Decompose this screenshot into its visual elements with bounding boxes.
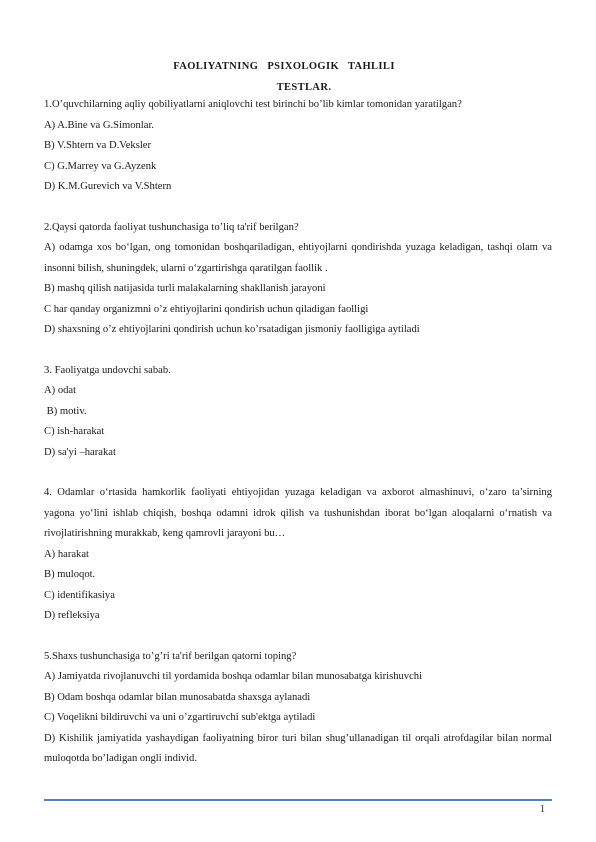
answer-option: D) Kishilik jamiyatida yashaydigan faoliyatning biror turi bilan shug’ullanadigan til orqali atrofdagilar bilan normal muloqotda bo’ladigan ongli individ.	[44, 732, 552, 764]
question-3	[44, 361, 552, 464]
answer-option: D) shaxsning o’z ehtiyojlarini qondirish uchun ko’rsatadigan jismoniy faolligiga aytiladi	[44, 324, 420, 335]
answer-option: B) mashq qilish natijasida turli malakalarning shakllanish jarayoni	[44, 283, 326, 294]
question-2	[44, 218, 552, 341]
question-5	[44, 647, 552, 770]
answer-option: C) ish-harakat	[44, 426, 105, 437]
answer-option: C) identifikasiya	[44, 589, 115, 601]
answer-option: B) V.Shtern va D.Veksler	[44, 140, 152, 151]
title-line-2: TESTLAR.	[276, 82, 332, 93]
footer-divider	[44, 799, 552, 801]
answer-option: A) A.Bine va G.Simonlar.	[44, 119, 155, 131]
question-4	[44, 483, 552, 627]
answer-option: D) refleksiya	[44, 610, 100, 621]
question-text: 3. Faoliyatga undovchi sabab.	[44, 364, 171, 376]
question-text: 2.Qaysi qatorda faoliyat tushunchasiga to’liq ta'rif berilgan?	[44, 221, 299, 233]
title-line-1: FAOLIYATNING PSIXOLOGIK TAHLILI	[173, 61, 395, 72]
answer-option: B) Odam boshqa odamlar bilan munosabatda shaxsga aylanadi	[44, 691, 311, 703]
question-text: 1.O’quvchilarning aqliy qobiliyatlarni aniqlovchi test birinchi bo’lib kimlar tomonidan yaratilgan?	[44, 99, 462, 110]
question-text: 4. Odamlar o‘rtasida hamkorlik faoliyati ehtiyojidan yuzaga keladigan va axborot almashinuvi, o‘zaro ta’sirning yagona yo‘lini ishlab chiqish, boshqa odamni idrok qilish va tushunishdan iborat bo‘lgan aloqalarni o‘rnatish va rivojlatirishning murakkab, keng qamrovli jarayoni bu…	[44, 487, 552, 539]
answer-option: B) motiv.	[44, 405, 87, 417]
answer-option: C) G.Marrey va G.Ayzenk	[44, 160, 157, 172]
page-number: 1	[540, 804, 545, 815]
answer-option: D) sa'yi –harakat	[44, 446, 116, 458]
answer-option: A) odat	[44, 385, 77, 396]
answer-option: A) odamga xos bo‘lgan, ong tomonidan boshqariladigan, ehtiyojlarni qondirishda yuzaga keladigan, tashqi olam va insonni bilish, shuningdek, ularni o‘zgartirishga qaratilgan faollik .	[44, 242, 552, 274]
question-1	[44, 95, 552, 198]
answer-option: D) K.M.Gurevich va V.Shtern	[44, 181, 172, 192]
answer-option: A) harakat	[44, 548, 89, 560]
answer-option: A) Jamiyatda rivojlanuvchi til yordamida boshqa odamlar bilan munosabatga kirishuvchi	[44, 671, 423, 682]
question-text: 5.Shaxs tushunchasiga to’g’ri ta'rif berilgan qatorni toping?	[44, 650, 297, 662]
answer-option: B) muloqot.	[44, 569, 96, 580]
document-title	[44, 59, 552, 95]
document-page	[44, 59, 552, 770]
answer-option: C har qanday organizmni o’z ehtiyojlarini qondirish uchun qiladigan faolligi	[44, 303, 369, 315]
answer-option: C) Voqelikni bildiruvchi va uni o’zgartiruvchi sub'ektga aytiladi	[44, 712, 316, 723]
